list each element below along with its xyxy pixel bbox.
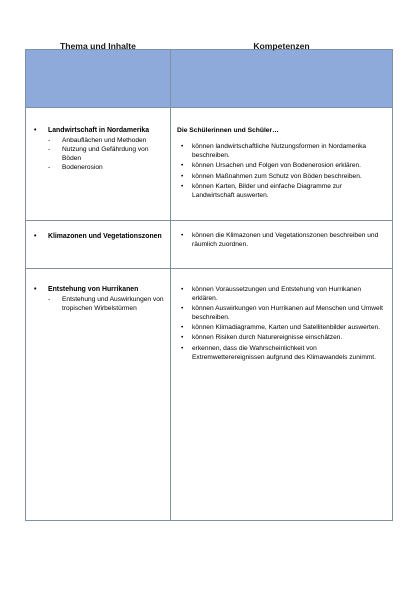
list-item: • erkennen, dass die Wahrscheinlichkeit von Extremwetterereignissen aufgrund des Klimawandels zunimmt.	[177, 344, 386, 362]
topic-item	[34, 232, 166, 242]
bullet-icon: •	[181, 334, 184, 342]
curriculum-table	[25, 41, 393, 521]
bullet-icon: •	[181, 162, 184, 170]
table-row	[26, 221, 393, 269]
bullet-icon: •	[181, 344, 184, 352]
bullet-icon: •	[181, 143, 184, 151]
bullet-icon: •	[34, 127, 37, 134]
topic-title: Landwirtschaft in Nordamerika	[48, 127, 150, 134]
competency-cell	[171, 221, 393, 269]
dash-icon: -	[48, 136, 51, 144]
topic-cell	[26, 269, 171, 521]
dash-icon: -	[48, 145, 51, 153]
bullet-icon: •	[181, 286, 184, 293]
header-topics: Thema und Inhalte	[26, 50, 171, 108]
list-item: - Entstehung und Auswirkungen von tropischen Wirbelstürmen	[48, 295, 164, 312]
competency-list	[177, 231, 386, 249]
bullet-icon: •	[181, 324, 184, 332]
list-item: - Anbauflächen und Methoden	[48, 136, 147, 144]
table-row	[26, 108, 393, 221]
list-item: • können Risiken durch Naturereignisse einschätzen.	[177, 333, 386, 342]
dash-icon: -	[48, 163, 51, 171]
list-item: - Nutzung und Gefährdung von Böden	[48, 145, 149, 162]
list-item: • können Voraussetzungen und Entstehung von Hurrikanen erklären.	[177, 285, 386, 303]
list-item: • können Karten, Bilder und einfache Diagramme zur Landwirtschaft auswerten.	[177, 182, 386, 200]
topic-title: Klimazonen und Vegetationszonen	[48, 233, 162, 240]
bullet-icon: •	[181, 305, 184, 313]
topic-title: Entstehung von Hurrikanen	[48, 286, 139, 293]
list-item: • können Auswirkungen von Hurrikanen auf Menschen und Umwelt beschreiben.	[177, 304, 386, 322]
bullet-icon: •	[34, 233, 37, 240]
topic-cell	[26, 108, 171, 221]
subtopic-list	[48, 136, 166, 172]
list-item: • können Ursachen und Folgen von Bodenerosion erklären.	[177, 161, 386, 170]
list-item: • können Maßnahmen zum Schutz von Böden beschreiben.	[177, 172, 386, 181]
list-item: • können die Klimazonen und Vegetationszonen beschreiben und räumlich zuordnen.	[177, 231, 386, 249]
bullet-icon: •	[34, 286, 37, 293]
topic-item	[34, 285, 166, 295]
header-competencies: Kompetenzen	[171, 50, 393, 108]
list-item: - Bodenerosion	[48, 163, 103, 171]
bullet-icon: •	[181, 182, 184, 190]
list-item: • können Klimadiagramme, Karten und Satellitenbilder auswerten.	[177, 323, 386, 332]
competency-list	[177, 142, 386, 200]
topic-item	[34, 126, 166, 136]
list-item: • können landwirtschaftliche Nutzungsformen in Nordamerika beschreiben.	[177, 142, 386, 160]
competency-cell	[171, 108, 393, 221]
competency-list	[177, 285, 386, 362]
header-row	[26, 50, 393, 108]
intro-text: Die Schülerinnen und Schüler…	[177, 127, 279, 134]
table-row	[26, 269, 393, 521]
dash-icon: -	[48, 295, 51, 303]
bullet-icon: •	[181, 232, 184, 239]
competency-cell	[171, 269, 393, 521]
bullet-icon: •	[181, 172, 184, 180]
subtopic-list	[48, 295, 166, 313]
topic-cell	[26, 221, 171, 269]
